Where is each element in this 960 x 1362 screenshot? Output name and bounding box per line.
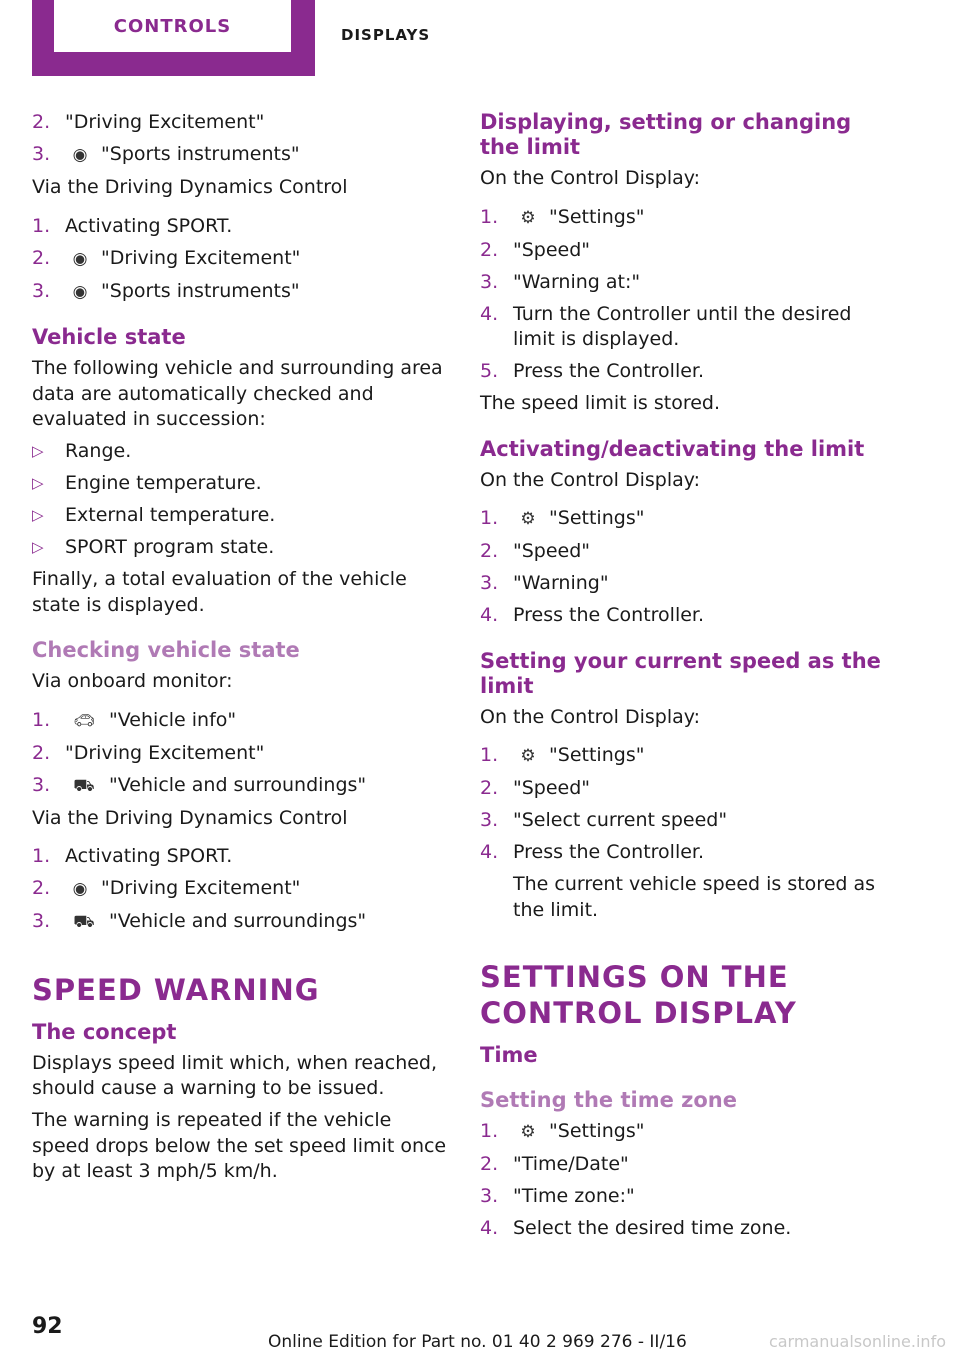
triangle-bullet-icon: ▷ <box>32 506 44 524</box>
triangle-bullet-icon: ▷ <box>32 442 44 460</box>
settings-icon: ⚙ <box>520 746 536 766</box>
list-item: 1. ⚙ "Settings" <box>480 743 896 770</box>
triangle-bullet-icon: ▷ <box>32 538 44 556</box>
list-b <box>32 214 448 306</box>
concept-paragraph-1: Displays speed limit which, when reached, should cause a warning to be issued. <box>32 1051 438 1099</box>
speed-limit-stored: The speed limit is stored. <box>480 392 721 414</box>
list-item: 1. Activating SPORT. <box>32 214 233 237</box>
displaying-heading: Displaying, setting or changing the limit <box>480 110 852 159</box>
list-item: 5. Press the Controller. <box>480 360 705 382</box>
list-g <box>480 743 896 866</box>
on-control-display-2: On the Control Display: <box>480 468 701 491</box>
list-item: 1. ⚙ "Settings" <box>480 506 896 533</box>
list-item: 2. ◉ "Driving Excitement" <box>32 246 448 273</box>
list-f <box>480 506 896 629</box>
list-item: 4. Press the Controller. <box>480 841 705 863</box>
list-item: 2. "Speed" <box>480 777 591 799</box>
list-item: 2. ◉ "Driving Excitement" <box>32 876 448 903</box>
time-heading: Time <box>480 1043 538 1067</box>
list-item: 2. "Speed" <box>480 238 591 261</box>
triangle-bullet-icon: ▷ <box>32 474 44 492</box>
tab-controls[interactable] <box>32 0 315 76</box>
list-item: 1. ⚙ "Settings" <box>480 205 896 232</box>
sport-icon: ◉ <box>72 145 88 165</box>
setting-current-speed-heading: Setting your current speed as the limit <box>480 648 881 698</box>
vehicle-state-paragraph: The following vehicle and surrounding area data are automatically checked and evaluated in succession: <box>32 357 443 430</box>
tab-controls-label: CONTROLS <box>113 15 232 37</box>
driving-excitement-icon: ◉ <box>72 879 88 899</box>
list-d <box>32 844 448 936</box>
list-item: 3. "Select current speed" <box>480 809 728 831</box>
list-item: 1. ⚙ "Settings" <box>480 1119 896 1146</box>
via-driving-dynamics-2: Via the Driving Dynamics Control <box>32 806 348 829</box>
list-item: 4. Select the desired time zone. <box>480 1217 792 1239</box>
list-item: ▷ External temperature. <box>32 503 448 529</box>
list-item: 2. "Driving Excitement" <box>32 741 265 764</box>
left-column <box>32 110 448 1191</box>
sport-icon: ◉ <box>72 281 88 302</box>
right-column <box>480 110 896 1248</box>
list-item: 3. ◉ "Sports instruments" <box>32 279 448 306</box>
list-item: 3. "Warning at:" <box>480 270 641 293</box>
car-icon: 🚗︎ <box>73 710 95 731</box>
on-control-display-3: On the Control Display: <box>480 705 701 728</box>
list-item: 2. "Driving Excitement" <box>32 111 265 133</box>
settings-icon: ⚙ <box>520 1122 536 1142</box>
finally-paragraph: Finally, a total evaluation of the vehicle state is displayed. <box>32 568 407 616</box>
edition-footer: Online Edition for Part no. 01 40 2 969 276 - II/16 <box>268 1332 687 1352</box>
via-onboard-monitor: Via onboard monitor: <box>32 670 233 692</box>
list-h <box>480 1119 896 1242</box>
list-item: 3. "Warning" <box>480 572 609 594</box>
car-ok-icon: ⛟ <box>73 775 95 796</box>
list-a <box>32 110 448 169</box>
list-item: 2. "Speed" <box>480 540 591 562</box>
list-item: ▷ SPORT program state. <box>32 535 448 561</box>
activating-heading: Activating/deactivating the limit <box>480 436 865 461</box>
current-speed-stored: The current vehicle speed is stored as the limit. <box>513 873 876 921</box>
tab-displays[interactable] <box>341 0 430 70</box>
list-item: 1. 🚗︎ "Vehicle info" <box>32 708 448 735</box>
list-c <box>32 708 448 800</box>
watermark: carmanualsonline.info <box>768 1332 946 1351</box>
settings-icon: ⚙ <box>520 207 536 228</box>
page-number: 92 <box>32 1314 63 1339</box>
concept-paragraph-2: The warning is repeated if the vehicle speed drops below the set speed limit once by at least 3 mph/5 km/h. <box>32 1109 447 1182</box>
list-item: 4. Press the Controller. <box>480 604 705 626</box>
header-tabs <box>32 0 472 76</box>
list-item: 3. ⛟ "Vehicle and surroundings" <box>32 909 448 936</box>
list-item: 3. ◉ "Sports instruments" <box>32 142 448 169</box>
speed-warning-heading: SPEED WARNING <box>32 972 320 1007</box>
list-item: 1. Activating SPORT. <box>32 845 233 867</box>
list-item: 4. Turn the Controller until the desired limit is displayed. <box>480 302 852 350</box>
via-driving-dynamics: Via the Driving Dynamics Control <box>32 176 348 198</box>
vehicle-state-heading: Vehicle state <box>32 325 186 349</box>
list-item: ▷ Engine temperature. <box>32 471 448 497</box>
list-item: 3. "Time zone:" <box>480 1185 635 1207</box>
list-item: 2. "Time/Date" <box>480 1153 629 1175</box>
concept-heading: The concept <box>32 1019 177 1044</box>
car-ok-icon: ⛟ <box>73 912 95 932</box>
checking-vehicle-state-heading: Checking vehicle state <box>32 638 300 662</box>
settings-icon: ⚙ <box>520 509 536 529</box>
driving-excitement-icon: ◉ <box>72 248 88 269</box>
list-e <box>480 205 896 385</box>
bullet-list <box>32 439 448 561</box>
list-item: ▷ Range. <box>32 439 448 465</box>
list-item: 3. ⛟ "Vehicle and surroundings" <box>32 773 448 800</box>
tab-displays-label: DISPLAYS <box>341 26 431 44</box>
time-zone-heading: Setting the time zone <box>480 1088 737 1112</box>
on-control-display-1: On the Control Display: <box>480 167 701 189</box>
settings-on-control-display-heading: SETTINGS ON THE CONTROL DISPLAY <box>480 960 797 1030</box>
